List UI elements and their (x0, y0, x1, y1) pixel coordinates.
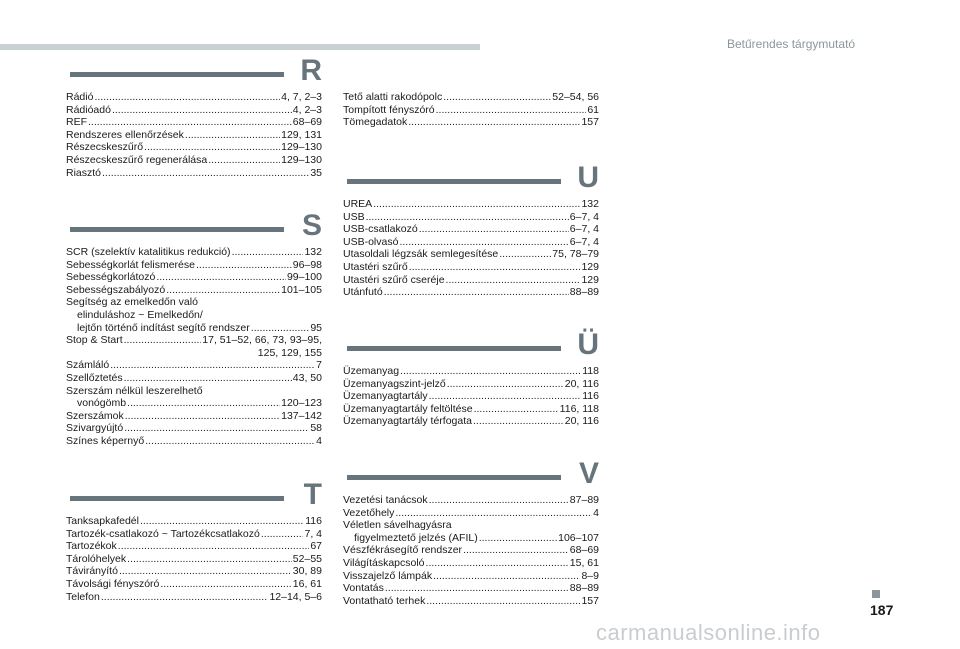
index-term: USB (343, 210, 365, 223)
index-term: Távirányító (66, 565, 118, 578)
index-pages: 95 (310, 321, 322, 334)
index-entry (66, 91, 322, 104)
index-entry (343, 211, 599, 224)
index-term: Utastéri szűrő (343, 260, 408, 273)
index-entry (343, 365, 599, 378)
index-pages: 68–69 (292, 116, 322, 129)
index-term: Utastéri szűrő cseréje (343, 273, 445, 286)
index-entry (66, 271, 322, 284)
index-term: Üzemanyagtartály feltöltése (343, 402, 473, 415)
index-term: Riasztó (66, 166, 102, 179)
index-entry (343, 198, 599, 211)
index-term: Szerszám nélkül leszerelhető (66, 384, 203, 397)
index-pages: 99–100 (286, 271, 322, 284)
index-term: Telefon (66, 590, 100, 603)
index-pages: 132 (304, 246, 322, 258)
dot-leader (102, 167, 309, 180)
index-term: Vezetőhely (343, 506, 395, 519)
section-letter: T (303, 478, 322, 511)
index-pages: 4, 2–3 (292, 103, 322, 116)
index-entry (343, 116, 599, 129)
dot-leader (499, 248, 551, 261)
index-entry (66, 515, 322, 528)
index-pages: 129–130 (281, 141, 322, 154)
index-entry (343, 582, 599, 595)
page-number: 187 (870, 602, 894, 618)
index-term: Rendszeres ellenőrzések (66, 128, 184, 141)
index-entry (66, 296, 322, 309)
index-pages: 15, 61 (569, 556, 599, 569)
index-pages: 87–89 (569, 494, 599, 506)
header-bar (0, 44, 480, 50)
section-rule (70, 72, 284, 77)
index-pages: 4, 7, 2–3 (281, 91, 322, 103)
index-entry (343, 223, 599, 236)
index-entry (66, 334, 322, 347)
dot-leader (426, 557, 569, 570)
dot-leader (366, 211, 569, 224)
index-term: Tartozékok (66, 540, 117, 553)
index-term: Stop & Start (66, 334, 123, 347)
index-entry (66, 385, 322, 398)
dot-leader (409, 261, 581, 274)
section-letter: R (300, 54, 322, 87)
index-entry (66, 565, 322, 578)
index-entry (66, 129, 322, 142)
index-pages: 88–89 (569, 582, 599, 595)
entry-list (343, 365, 599, 428)
page-marker (872, 590, 880, 598)
dot-leader (429, 494, 569, 507)
dot-leader (196, 259, 292, 272)
index-term: Számláló (66, 359, 110, 372)
dot-leader (156, 271, 286, 284)
index-term: Üzemanyagtartály térfogata (343, 415, 472, 428)
dot-leader (94, 91, 280, 104)
index-pages: 43, 50 (292, 371, 322, 384)
dot-leader (124, 372, 292, 385)
dot-leader (446, 274, 581, 287)
index-term: Üzemanyag (343, 365, 400, 377)
dot-leader (232, 246, 304, 259)
index-pages: 68–69 (569, 544, 599, 557)
dot-leader (395, 507, 592, 520)
section-letter: S (301, 209, 322, 242)
index-term: Részecskeszűrő (66, 141, 144, 154)
index-entry (66, 372, 322, 385)
dot-leader (408, 116, 580, 129)
index-entry (66, 578, 322, 591)
index-term: Színes képernyő (66, 434, 145, 447)
index-entry (343, 519, 599, 532)
index-pages: 129–130 (281, 153, 322, 166)
index-entry (66, 259, 322, 272)
dot-leader (144, 141, 280, 154)
index-term: USB-olvasó (343, 235, 399, 248)
index-entry (343, 274, 599, 287)
index-entry-continuation: elinduláshoz ~ Emelkedőn/ (77, 308, 203, 321)
index-term: vonógömb (77, 397, 127, 410)
dot-leader (166, 284, 280, 297)
dot-leader (125, 410, 280, 423)
index-pages: 96–98 (292, 258, 322, 271)
section-letter: V (578, 457, 599, 490)
index-pages: 129 (581, 260, 599, 273)
entry-list (66, 515, 322, 603)
index-pages: 129, 131 (281, 128, 322, 141)
index-entry (343, 507, 599, 520)
index-entry (343, 595, 599, 608)
dot-leader (127, 397, 280, 410)
index-entry (343, 104, 599, 117)
index-pages: 6–7, 4 (569, 210, 599, 223)
dot-leader (419, 223, 569, 236)
index-entry (343, 570, 599, 583)
index-entry (343, 390, 599, 403)
index-entry (66, 410, 322, 423)
index-pages: 116 (582, 390, 599, 403)
dot-leader (110, 359, 315, 372)
dot-leader (426, 595, 580, 608)
index-term: Tartozék-csatlakozó ~ Tartozékcsatlakozó (66, 527, 260, 540)
index-pages: 4 (593, 506, 599, 519)
index-entry (343, 378, 599, 391)
dot-leader (185, 129, 280, 142)
dot-leader (463, 544, 569, 557)
index-term: Tanksapkafedél (66, 515, 139, 527)
index-term: Vezetési tanácsok (343, 494, 428, 506)
dot-leader (112, 104, 292, 117)
section-letter: U (577, 161, 599, 194)
dot-leader (127, 553, 292, 566)
index-term: Tompított fényszóró (343, 103, 435, 116)
index-term: Véletlen sávelhagyásra (343, 519, 452, 532)
index-pages: 6–7, 4 (569, 235, 599, 248)
index-term: figyelmeztető jelzés (AFIL) (354, 531, 478, 544)
watermark: carmanualsonline.info (596, 620, 821, 645)
index-entry (66, 141, 322, 154)
index-entry (66, 553, 322, 566)
index-pages: 8–9 (581, 569, 599, 582)
index-entry (343, 557, 599, 570)
index-term: Visszajelző lámpák (343, 569, 433, 582)
index-entry (343, 403, 599, 416)
dot-leader (145, 435, 315, 448)
index-entry (66, 167, 322, 180)
entry-list (66, 91, 322, 179)
index-pages: 20, 116 (564, 415, 599, 428)
index-entry (66, 359, 322, 372)
header-title: Betűrendes tárgymutató (727, 37, 856, 51)
index-entry (343, 91, 599, 104)
index-term: Sebességszabályozó (66, 283, 166, 296)
index-term: Szellőztetés (66, 371, 123, 384)
dot-leader (140, 515, 304, 528)
index-pages: 101–105 (281, 283, 322, 296)
index-entry (343, 236, 599, 249)
index-entry-pages-continuation: 125, 129, 155 (257, 346, 322, 359)
index-pages: 129 (581, 273, 599, 286)
section-rule (70, 227, 284, 232)
index-pages: 157 (581, 594, 599, 607)
index-pages: 157 (581, 116, 599, 129)
index-term: Üzemanyagszint-jelző (343, 377, 446, 390)
index-pages: 75, 78–79 (552, 248, 599, 261)
index-entry (66, 104, 322, 117)
index-pages: 4 (316, 434, 322, 447)
index-pages: 35 (310, 166, 322, 179)
index-term: Rádió (66, 91, 94, 103)
index-pages: 120–123 (281, 397, 322, 410)
index-entry (66, 116, 322, 129)
index-term: Vontatás (343, 582, 384, 595)
index-pages: 52–55 (292, 552, 322, 565)
index-pages: 58 (310, 422, 322, 435)
index-entry (66, 154, 322, 167)
section-rule (70, 496, 284, 501)
index-pages: 6–7, 4 (569, 223, 599, 236)
index-pages: 61 (587, 103, 599, 116)
section-rule (347, 475, 561, 480)
index-pages: 118 (582, 365, 599, 377)
dot-leader (385, 582, 569, 595)
dot-leader (261, 528, 304, 541)
dot-leader (474, 403, 559, 416)
entry-list (343, 494, 599, 607)
dot-leader (373, 198, 580, 211)
index-term: UREA (343, 198, 373, 210)
index-term: REF (66, 116, 87, 129)
index-pages: 137–142 (281, 409, 322, 422)
index-entry (343, 261, 599, 274)
index-term: USB-csatlakozó (343, 223, 418, 236)
index-term: Utasoldali légzsák semlegesítése (343, 248, 499, 261)
index-pages: 106–107 (558, 531, 599, 544)
dot-leader (443, 91, 551, 104)
index-pages: 7 (316, 359, 322, 372)
index-pages: 67 (310, 540, 322, 553)
index-pages: 17, 51–52, 66, 73, 93–95, (202, 334, 322, 347)
dot-leader (101, 591, 269, 604)
dot-leader (400, 365, 581, 378)
index-term: Részecskeszűrő regenerálása (66, 153, 208, 166)
index-entry (343, 415, 599, 428)
dot-leader (429, 390, 582, 403)
index-entry (66, 284, 322, 297)
index-pages: 52–54, 56 (552, 91, 599, 103)
dot-leader (399, 236, 568, 249)
index-pages: 30, 89 (292, 565, 322, 578)
index-term: Tető alatti rakodópolc (343, 91, 443, 103)
section-letter: Ü (577, 328, 599, 361)
index-entry (343, 248, 599, 261)
index-entry (343, 532, 599, 545)
index-entry (66, 528, 322, 541)
index-entry (343, 286, 599, 299)
entry-list (343, 198, 599, 299)
dot-leader (118, 540, 310, 553)
entry-list (343, 91, 599, 129)
index-term: Sebességkorlát felismerése (66, 258, 195, 271)
dot-leader (208, 154, 280, 167)
index-term: Vontatható terhek (343, 594, 426, 607)
index-pages: 116 (305, 515, 322, 527)
index-term: SCR (szelektív katalitikus redukció) (66, 246, 231, 258)
index-entry (66, 397, 322, 410)
section-rule (347, 346, 561, 351)
dot-leader (88, 116, 292, 129)
index-pages: 132 (581, 198, 599, 210)
section-rule (347, 179, 561, 184)
index-pages: 7, 4 (304, 527, 322, 540)
index-term: Szivargyújtó (66, 422, 124, 435)
index-term: Tárolóhelyek (66, 552, 127, 565)
index-entry (66, 591, 322, 604)
dot-leader (473, 415, 564, 428)
dot-leader (124, 334, 202, 347)
index-term: Rádióadó (66, 103, 111, 116)
index-term: Üzemanyagtartály (343, 390, 428, 403)
index-entry (66, 246, 322, 259)
index-pages: 16, 61 (292, 577, 322, 590)
index-term: Utánfutó (343, 286, 383, 299)
index-pages: 12–14, 5–6 (269, 590, 322, 603)
dot-leader (447, 378, 564, 391)
dot-leader (251, 322, 310, 335)
index-pages: 116, 118 (559, 402, 599, 415)
dot-leader (384, 286, 569, 299)
index-entry (66, 422, 322, 435)
index-pages: 20, 116 (564, 377, 599, 390)
index-term: Sebességkorlátozó (66, 271, 156, 284)
index-term: Szerszámok (66, 409, 124, 422)
index-term: Világításkapcsoló (343, 556, 425, 569)
index-entry (66, 435, 322, 448)
dot-leader (160, 578, 291, 591)
index-term: Vészfékrásegítő rendszer (343, 544, 463, 557)
dot-leader (124, 422, 309, 435)
dot-leader (119, 565, 292, 578)
dot-leader (433, 570, 580, 583)
index-term: Segítség az emelkedőn való (66, 296, 198, 309)
index-term: lejtőn történő indítást segítő rendszer (77, 321, 250, 334)
index-term: Tömegadatok (343, 116, 408, 129)
index-entry (343, 494, 599, 507)
dot-leader (436, 104, 587, 117)
index-entry (66, 322, 322, 335)
index-entry (66, 540, 322, 553)
dot-leader (479, 532, 557, 545)
index-entry (343, 544, 599, 557)
index-pages: 88–89 (569, 286, 599, 299)
index-term: Távolsági fényszóró (66, 577, 160, 590)
entry-list (66, 246, 322, 448)
